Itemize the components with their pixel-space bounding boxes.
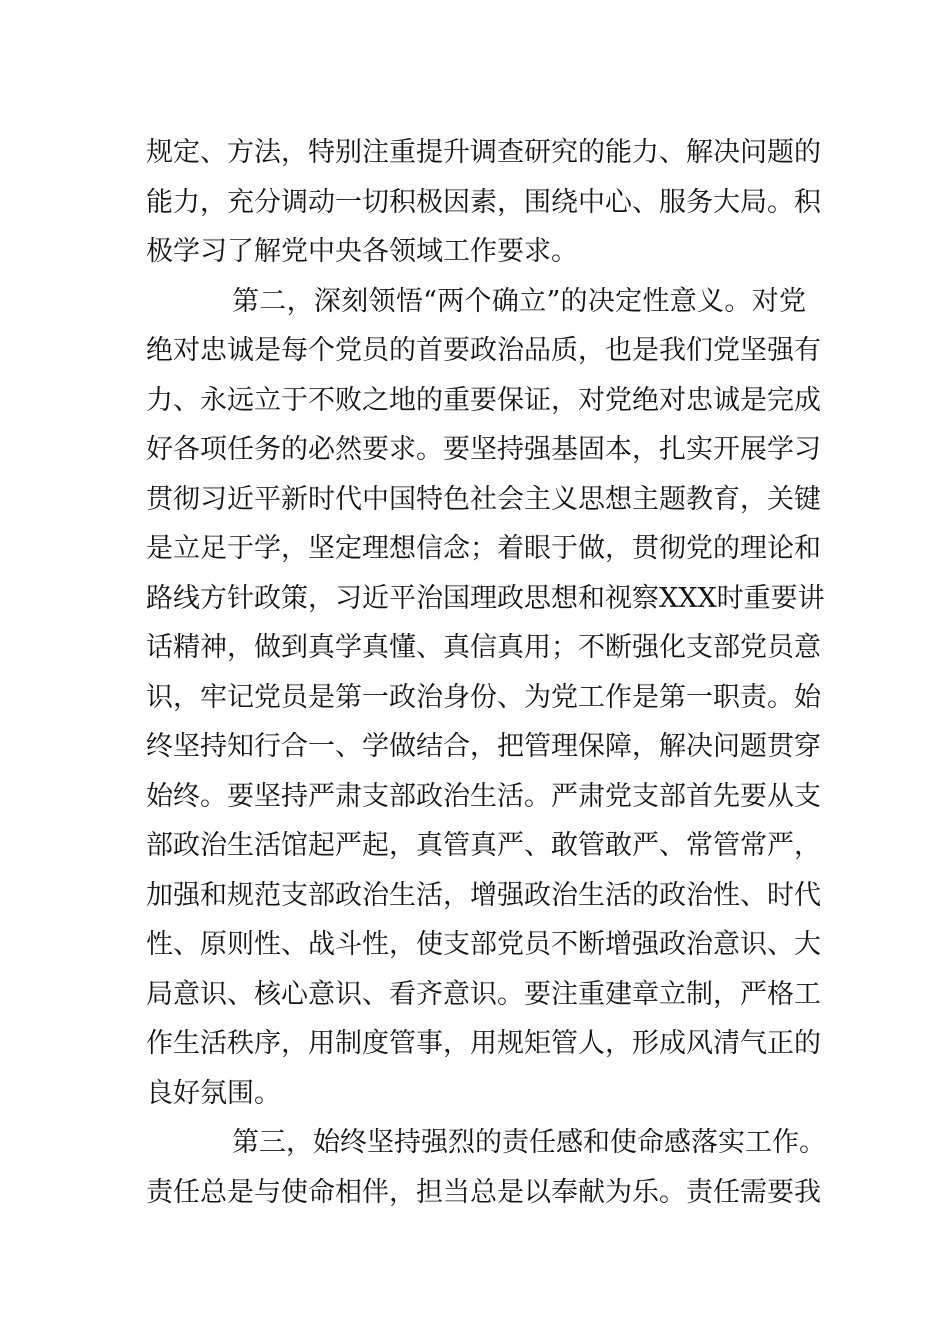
text-line: 路线方针政策，习近平治国理政思想和视察XXX时重要讲	[146, 582, 825, 614]
paragraph-1	[146, 128, 821, 277]
text-line: 第三，始终坚持强烈的责任感和使命感落实工作。	[232, 1127, 826, 1158]
text-line: 责任总是与使命相伴，担当总是以奉献为乐。责任需要我	[146, 1176, 821, 1208]
text-line: 部政治生活馆起严起，真管真严、敢管敢严、常管常严，	[146, 830, 821, 861]
text-line: 加强和规范支部政治生活，增强政治生活的政治性、时代	[146, 879, 821, 911]
text-line: 好各项任务的必然要求。要坚持强基固本，扎实开展学习	[146, 434, 821, 465]
text-line: 终坚持知行合一、学做结合，把管理保障，解决问题贯穿	[146, 731, 821, 762]
text-line: 极学习了解党中央各领域工作要求。	[146, 236, 578, 267]
text-line: 绝对忠诚是每个党员的首要政治品质，也是我们党坚强有	[146, 335, 821, 366]
text-line: 话精神，做到真学真懂、真信真用；不断强化支部党员意	[146, 632, 821, 663]
paragraph-2	[146, 277, 825, 1119]
text-line: 贯彻习近平新时代中国特色社会主义思想主题教育，关键	[146, 483, 821, 515]
paragraph-3	[146, 1118, 826, 1217]
text-line: 能力，充分调动一切积极因素，围绕中心、服务大局。积	[146, 186, 821, 218]
text-line: 作生活秩序，用制度管事，用规矩管人，形成风清气正的	[146, 1028, 821, 1059]
text-line: 第二，深刻领悟“两个确立”的决定性意义。对党	[232, 285, 806, 317]
text-line: 力、永远立于不败之地的重要保证，对党绝对忠诚是完成	[146, 384, 821, 416]
text-line: 规定、方法，特别注重提升调查研究的能力、解决问题的	[146, 137, 821, 168]
text-line: 局意识、核心意识、看齐意识。要注重建章立制，严格工	[146, 978, 821, 1010]
document-body	[146, 128, 826, 1217]
text-line: 始终。要坚持严肃支部政治生活。严肃党支部首先要从支	[146, 780, 821, 812]
text-line: 识，牢记党员是第一政治身份、为党工作是第一职责。始	[146, 681, 821, 713]
text-line: 性、原则性、战斗性，使支部党员不断增强政治意识、大	[146, 929, 821, 960]
text-line: 是立足于学，坚定理想信念；着眼于做，贯彻党的理论和	[146, 533, 821, 564]
text-line: 良好氛围。	[146, 1077, 281, 1109]
